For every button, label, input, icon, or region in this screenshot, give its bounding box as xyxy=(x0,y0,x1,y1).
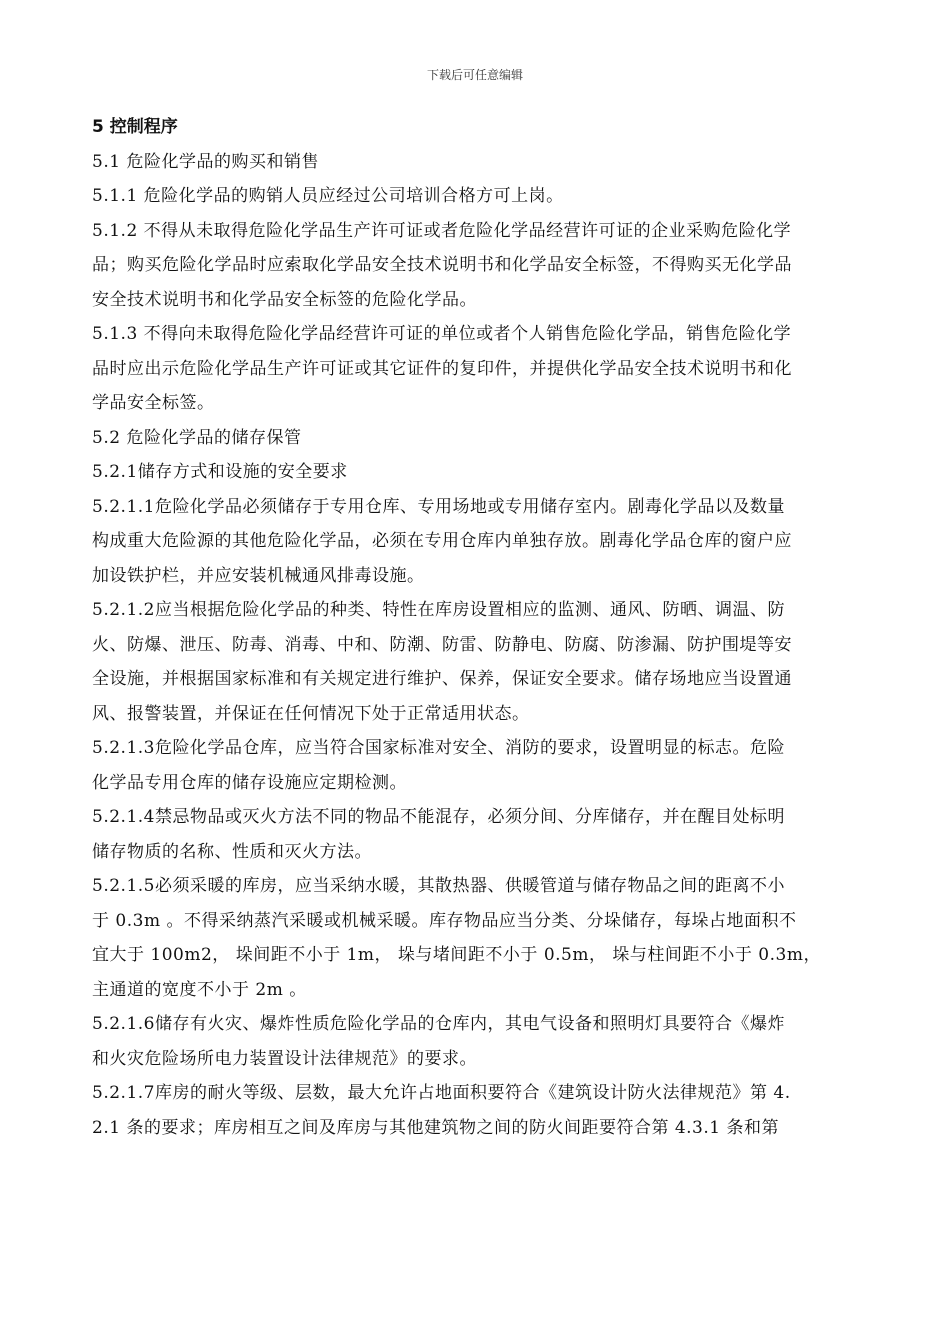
text-line: 安全技术说明书和化学品安全标签的危险化学品。 xyxy=(92,289,477,310)
text-line: 5.2.1.7库房的耐火等级、层数，最大允许占地面积要符合《建筑设计防火法律规范》第 4. xyxy=(92,1083,791,1103)
text-line: 主通道的宽度不小于 2m 。 xyxy=(92,979,307,1000)
paragraph-lines xyxy=(92,145,860,1146)
text-line: 品时应出示危险化学品生产许可证或其它证件的复印件，并提供化学品安全技术说明书和化 xyxy=(92,358,792,379)
text-line: 储存物质的名称、性质和灭火方法。 xyxy=(92,841,372,862)
text-line: 风、报警装置，并保证在任何情况下处于正常适用状态。 xyxy=(92,703,530,724)
text-line: 加设铁护栏，并应安装机械通风排毒设施。 xyxy=(92,565,425,586)
text-line: 化学品专用仓库的储存设施应定期检测。 xyxy=(92,772,407,793)
text-line: 学品安全标签。 xyxy=(92,393,215,413)
text-line: 5.1.1 危险化学品的购销人员应经过公司培训合格方可上岗。 xyxy=(92,186,564,206)
text-line: 5.2.1.3危险化学品仓库，应当符合国家标准对安全、消防的要求，设置明显的标志。危险 xyxy=(92,738,785,758)
text-line: 宜大于 100m2， 垛间距不小于 1m， 垛与堵间距不小于 0.5m， 垛与柱间距不小于 0.3m， xyxy=(92,945,821,965)
text-line: 5.2.1.1危险化学品必须储存于专用仓库、专用场地或专用储存室内。剧毒化学品以及数量 xyxy=(92,496,785,517)
text-line: 5.1.3 不得向未取得危险化学品经营许可证的单位或者个人销售危险化学品，销售危险化学 xyxy=(92,324,792,344)
text-line: 5.2.1.6储存有火灾、爆炸性质危险化学品的仓库内，其电气设备和照明灯具要符合《爆炸 xyxy=(92,1014,785,1034)
text-line: 5.1.2 不得从未取得危险化学品生产许可证或者危险化学品经营许可证的企业采购危险化学 xyxy=(92,220,792,241)
text-line: 构成重大危险源的其他危险化学品，必须在专用仓库内单独存放。剧毒化学品仓库的窗户应 xyxy=(92,531,792,551)
text-line: 5.2.1.5必须采暖的库房，应当采纳水暖，其散热器、供暖管道与储存物品之间的距离不小 xyxy=(92,876,785,896)
text-line: 2.1 条的要求；库房相互之间及库房与其他建筑物之间的防火间距要符合第 4.3.1 条和第 xyxy=(92,1117,780,1138)
text-line: 5.2 危险化学品的储存保管 xyxy=(92,427,302,448)
text-line: 5.1 危险化学品的购买和销售 xyxy=(92,151,319,172)
text-line: 于 0.3m 。不得采纳蒸汽采暖或机械采暖。库存物品应当分类、分垛储存，每垛占地面积不 xyxy=(92,910,797,931)
text-line: 品；购买危险化学品时应索取化学品安全技术说明书和化学品安全标签，不得购买无化学品 xyxy=(92,255,792,275)
text-line: 5.2.1.2应当根据危险化学品的种类、特性在库房设置相应的监测、通风、防晒、调温、防 xyxy=(92,600,785,620)
header-note: 下载后可任意编辑 xyxy=(426,68,523,82)
section-title: 5 控制程序 xyxy=(92,117,178,137)
document-body xyxy=(92,110,860,1145)
text-line: 火、防爆、泄压、防毒、消毒、中和、防潮、防雷、防静电、防腐、防渗漏、防护围堤等安 xyxy=(92,634,792,655)
text-line: 5.2.1.4禁忌物品或灭火方法不同的物品不能混存，必须分间、分库储存，并在醒目处标明 xyxy=(92,807,785,827)
text-line: 和火灾危险场所电力装置设计法律规范》的要求。 xyxy=(92,1048,477,1069)
text-line: 全设施，并根据国家标准和有关规定进行维护、保养，保证安全要求。储存场地应当设置通 xyxy=(92,669,792,689)
text-line: 5.2.1储存方式和设施的安全要求 xyxy=(92,462,348,482)
